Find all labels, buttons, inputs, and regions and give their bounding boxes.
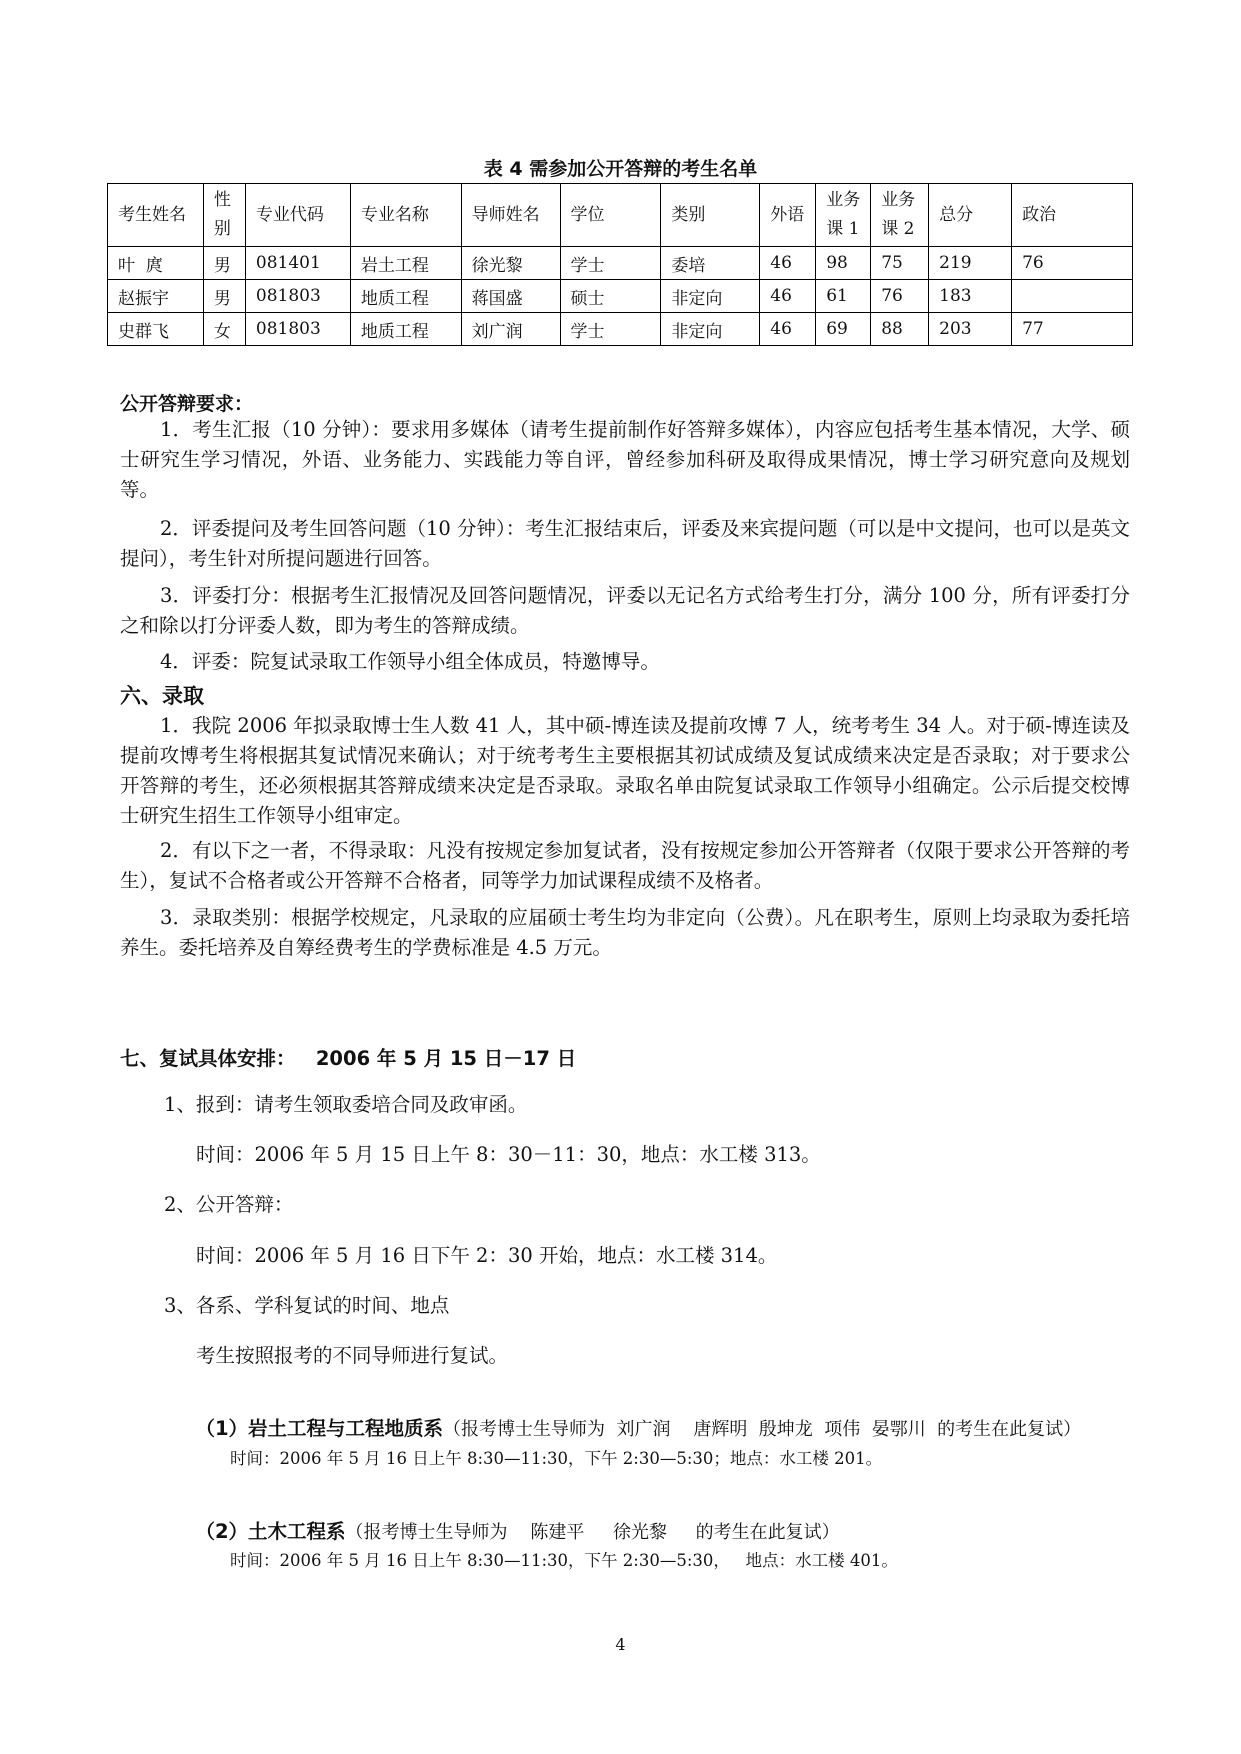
department-2-time: 时间：2006 年 5 月 16 日上午 8:30—11:30，下午 2:30—5:30， 地点：水工楼 401。 bbox=[230, 1551, 898, 1570]
department-1-note: （报考博士生导师为 刘广润 唐辉明 殷坤龙 项伟 晏鄂川 的考生在此复试） bbox=[443, 1419, 1082, 1440]
schedule-item-2: 2、公开答辩： bbox=[164, 1193, 294, 1216]
cell-degree: 学士 bbox=[560, 313, 661, 346]
admission-item-3: 3．录取类别：根据学校规定，凡录取的应届硕士考生均为非定向（公费）。凡在职考生，原则上均录取为委托培养生。委托培养及自筹经费考生的学费标准是 4.5 万元。 bbox=[120, 906, 1130, 959]
defense-item-3: 3．评委打分：根据考生汇报情况及回答问题情况，评委以无记名方式给考生打分，满分 100 分，所有评委打分之和除以打分评委人数，即为考生的答辩成绩。 bbox=[120, 584, 1130, 637]
department-2-label: （2）土木工程系 bbox=[195, 1520, 346, 1543]
cell-total: 203 bbox=[929, 313, 1012, 346]
department-2-note: （报考博士生导师为 陈建平 徐光黎 的考生在此复试） bbox=[345, 1522, 840, 1543]
header-advisor: 导师姓名 bbox=[461, 184, 560, 247]
admission-item-2: 2．有以下之一者，不得录取：凡没有按规定参加复试者，没有按规定参加公开答辩者（仅限于要求公开答辩的考生），复试不合格者或公开答辩不合格者，同等学力加试课程成绩不及格者。 bbox=[120, 839, 1130, 892]
cell-major-code: 081803 bbox=[245, 313, 350, 346]
cell-name: 叶 庹 bbox=[108, 247, 204, 280]
schedule-heading: 七、复试具体安排： 2006 年 5 月 15 日－17 日 bbox=[120, 1047, 577, 1070]
page-number: 4 bbox=[615, 1635, 626, 1654]
cell-course2: 76 bbox=[871, 280, 929, 313]
cell-category: 委培 bbox=[661, 247, 760, 280]
cell-category: 非定向 bbox=[661, 313, 760, 346]
schedule-item-3-note: 考生按照报考的不同导师进行复试。 bbox=[196, 1344, 509, 1367]
cell-course2: 75 bbox=[871, 247, 929, 280]
cell-foreign-language: 46 bbox=[760, 280, 816, 313]
admission-item-1: 1．我院 2006 年拟录取博士生人数 41 人，其中硕-博连读及提前攻博 7 人，统考考生 34 人。对于硕-博连读及提前攻博考生将根据其复试情况来确认；对于统考考生主要根据其初试成绩及复试成绩来决定是否录取；对于要求公开答辩的考生，还必须根据其答辩成绩来决定是否录取。录取名单由院复试录取工作领导小组确定。公示后提交校博士研究生招生工作领导小组审定。 bbox=[120, 714, 1130, 827]
header-major-name: 专业名称 bbox=[350, 184, 461, 247]
cell-name: 史群飞 bbox=[108, 313, 204, 346]
header-foreign-language: 外语 bbox=[760, 184, 816, 247]
cell-course1: 61 bbox=[816, 280, 871, 313]
defense-item-2: 2．评委提问及考生回答问题（10 分钟）：考生汇报结束后，评委及来宾提问题（可以是中文提问，也可以是英文提问），考生针对所提问题进行回答。 bbox=[120, 517, 1130, 570]
cell-gender: 女 bbox=[203, 313, 245, 346]
table-row bbox=[108, 313, 1133, 346]
cell-major-code: 081803 bbox=[245, 280, 350, 313]
defense-item-1: 1．考生汇报（10 分钟）：要求用多媒体（请考生提前制作好答辩多媒体），内容应包括考生基本情况，大学、硕士研究生学习情况，外语、业务能力、实践能力等自评，曾经参加科研及取得成果情况，博士学习研究意向及规划等。 bbox=[120, 418, 1130, 501]
cell-course1: 69 bbox=[816, 313, 871, 346]
department-1-label: （1）岩土工程与工程地质系 bbox=[195, 1417, 444, 1440]
table-title: 表 4 需参加公开答辩的考生名单 bbox=[483, 158, 758, 180]
table-header-row bbox=[108, 184, 1133, 247]
admission-heading: 六、录取 bbox=[120, 684, 204, 708]
cell-foreign-language: 46 bbox=[760, 313, 816, 346]
cell-gender: 男 bbox=[203, 280, 245, 313]
cell-advisor: 徐光黎 bbox=[461, 247, 560, 280]
header-major-code: 专业代码 bbox=[245, 184, 350, 247]
cell-total: 219 bbox=[929, 247, 1012, 280]
cell-advisor: 蒋国盛 bbox=[461, 280, 560, 313]
department-1-time: 时间：2006 年 5 月 16 日上午 8:30—11:30，下午 2:30—5:30；地点：水工楼 201。 bbox=[230, 1449, 883, 1468]
cell-politics: 76 bbox=[1012, 247, 1133, 280]
cell-degree: 硕士 bbox=[560, 280, 661, 313]
header-total: 总分 bbox=[929, 184, 1012, 247]
header-name: 考生姓名 bbox=[108, 184, 204, 247]
schedule-item-1-time: 时间：2006 年 5 月 15 日上午 8：30－11：30，地点：水工楼 313。 bbox=[196, 1143, 821, 1166]
cell-major-name: 地质工程 bbox=[350, 280, 461, 313]
cell-major-code: 081401 bbox=[245, 247, 350, 280]
header-gender: 性 别 bbox=[203, 184, 245, 247]
table-row bbox=[108, 280, 1133, 313]
schedule-item-2-time: 时间：2006 年 5 月 16 日下午 2：30 开始，地点：水工楼 314。 bbox=[196, 1244, 778, 1267]
cell-gender: 男 bbox=[203, 247, 245, 280]
cell-major-name: 地质工程 bbox=[350, 313, 461, 346]
department-1 bbox=[184, 1392, 1081, 1441]
cell-course1: 98 bbox=[816, 247, 871, 280]
header-politics: 政治 bbox=[1012, 184, 1133, 247]
cell-politics: 77 bbox=[1012, 313, 1133, 346]
defense-heading: 公开答辩要求： bbox=[120, 393, 254, 415]
cell-name: 赵振宇 bbox=[108, 280, 204, 313]
cell-degree: 学士 bbox=[560, 247, 661, 280]
header-degree: 学位 bbox=[560, 184, 661, 247]
header-category: 类别 bbox=[661, 184, 760, 247]
cell-politics bbox=[1012, 280, 1133, 313]
candidate-table bbox=[107, 183, 1133, 346]
cell-total: 183 bbox=[929, 280, 1012, 313]
department-2 bbox=[184, 1495, 840, 1544]
header-course2: 业务 课 2 bbox=[871, 184, 929, 247]
cell-major-name: 岩土工程 bbox=[350, 247, 461, 280]
cell-foreign-language: 46 bbox=[760, 247, 816, 280]
header-course1: 业务 课 1 bbox=[816, 184, 871, 247]
cell-advisor: 刘广润 bbox=[461, 313, 560, 346]
schedule-item-3: 3、各系、学科复试的时间、地点 bbox=[164, 1294, 450, 1317]
schedule-item-1: 1、报到：请考生领取委培合同及政审函。 bbox=[164, 1093, 528, 1116]
table-row bbox=[108, 247, 1133, 280]
defense-item-4: 4．评委：院复试录取工作领导小组全体成员，特邀博导。 bbox=[160, 650, 660, 673]
cell-course2: 88 bbox=[871, 313, 929, 346]
cell-category: 非定向 bbox=[661, 280, 760, 313]
